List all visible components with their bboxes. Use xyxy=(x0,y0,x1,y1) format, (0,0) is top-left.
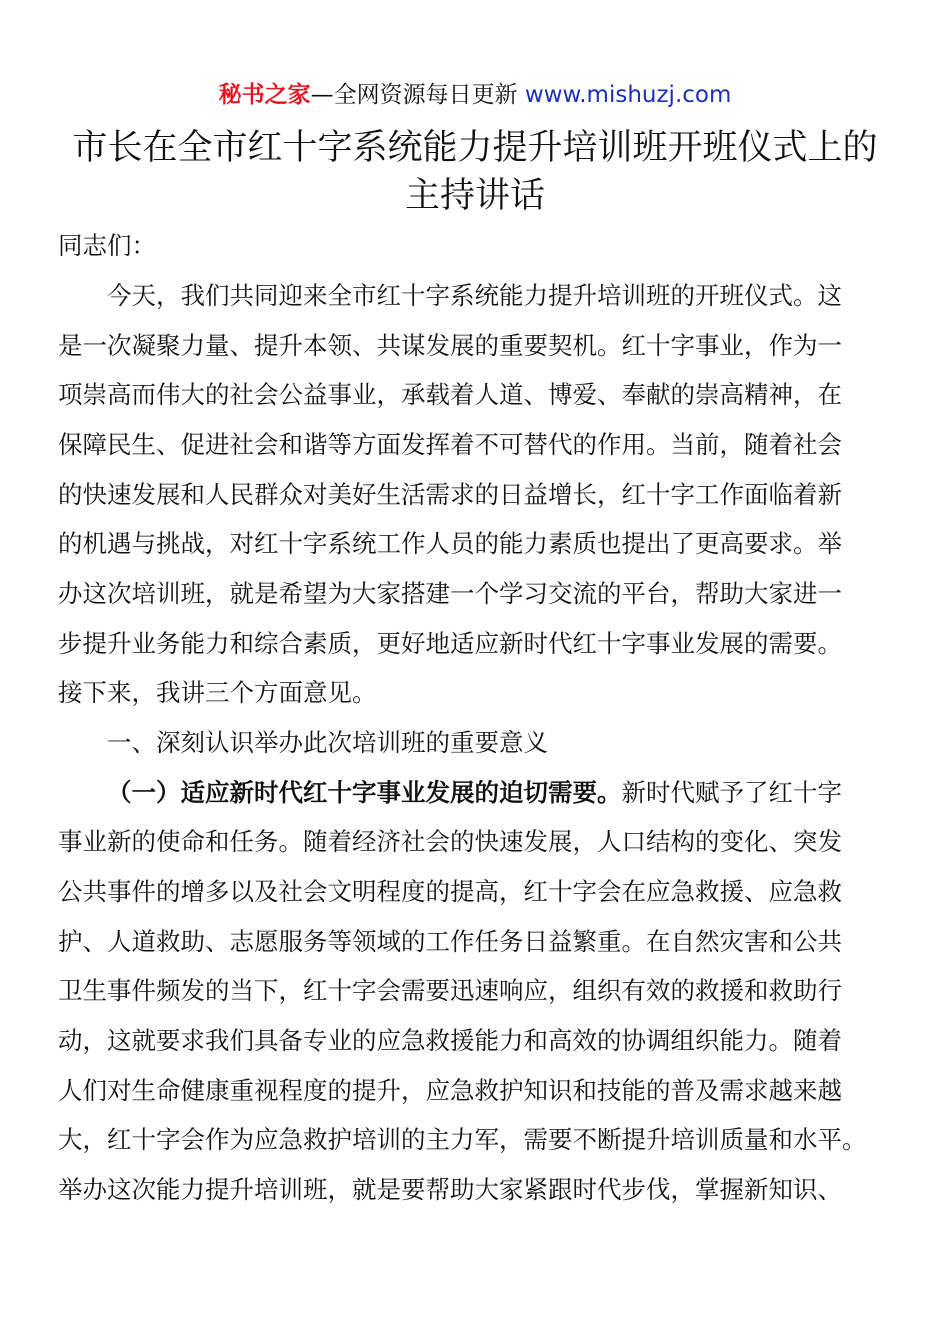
greeting: 同志们： xyxy=(58,231,156,260)
site-brand: 秘书之家 xyxy=(218,82,311,108)
document-title-line-2: 主持讲话 xyxy=(404,176,545,216)
subsection-1-text: 新时代赋予了红十字 xyxy=(621,778,842,807)
paragraph-1-line: 接下来，我讲三个方面意见。 xyxy=(58,678,377,707)
paragraph-1-line: 项崇高而伟大的社会公益事业，承载着人道、博爱、奉献的崇高精神，在 xyxy=(58,380,842,409)
subsection-1-line: 公共事件的增多以及社会文明程度的提高，红十字会在应急救援、应急救 xyxy=(58,877,842,906)
site-tagline: —全网资源每日更新 xyxy=(310,82,525,108)
paragraph-1-line: 今天，我们共同迎来全市红十字系统能力提升培训班的开班仪式。这 xyxy=(107,281,842,310)
subsection-1-line: 护、人道救助、志愿服务等领域的工作任务日益繁重。在自然灾害和公共 xyxy=(58,927,842,956)
section-1-heading: 一、深刻认识举办此次培训班的重要意义 xyxy=(107,728,548,757)
subsection-1-line: 举办这次能力提升培训班，就是要帮助大家紧跟时代步伐，掌握新知识、 xyxy=(58,1175,842,1204)
subsection-1-line: 卫生事件频发的当下，红十字会需要迅速响应，组织有效的救援和救助行 xyxy=(58,976,842,1005)
subsection-1-first-line xyxy=(107,775,842,811)
paragraph-1-line: 是一次凝聚力量、提升本领、共谋发展的重要契机。红十字事业，作为一 xyxy=(58,331,842,360)
paragraph-1-line: 的机遇与挑战，对红十字系统工作人员的能力素质也提出了更高要求。举 xyxy=(58,529,842,558)
paragraph-1-line: 保障民生、促进社会和谐等方面发挥着不可替代的作用。当前，随着社会 xyxy=(58,430,842,459)
document-title-line-1: 市长在全市红十字系统能力提升培训班开班仪式上的 xyxy=(72,128,878,168)
subsection-1-heading: （一）适应新时代红十字事业发展的迫切需要。 xyxy=(107,778,622,807)
paragraph-1-line: 步提升业务能力和综合素质，更好地适应新时代红十字事业发展的需要。 xyxy=(58,629,842,658)
paragraph-1-line: 办这次培训班，就是希望为大家搭建一个学习交流的平台，帮助大家进一 xyxy=(58,579,842,608)
site-header xyxy=(0,78,950,112)
subsection-1-line: 人们对生命健康重视程度的提升，应急救护知识和技能的普及需求越来越 xyxy=(58,1076,842,1105)
paragraph-1-line: 的快速发展和人民群众对美好生活需求的日益增长，红十字工作面临着新 xyxy=(58,480,842,509)
site-url-link[interactable]: www.mishuzj.com xyxy=(524,82,732,108)
subsection-1-line: 大，红十字会作为应急救护培训的主力军，需要不断提升培训质量和水平。 xyxy=(58,1125,867,1154)
subsection-1-line: 动，这就要求我们具备专业的应急救援能力和高效的协调组织能力。随着 xyxy=(58,1026,842,1055)
subsection-1-line: 事业新的使命和任务。随着经济社会的快速发展，人口结构的变化、突发 xyxy=(58,827,842,856)
